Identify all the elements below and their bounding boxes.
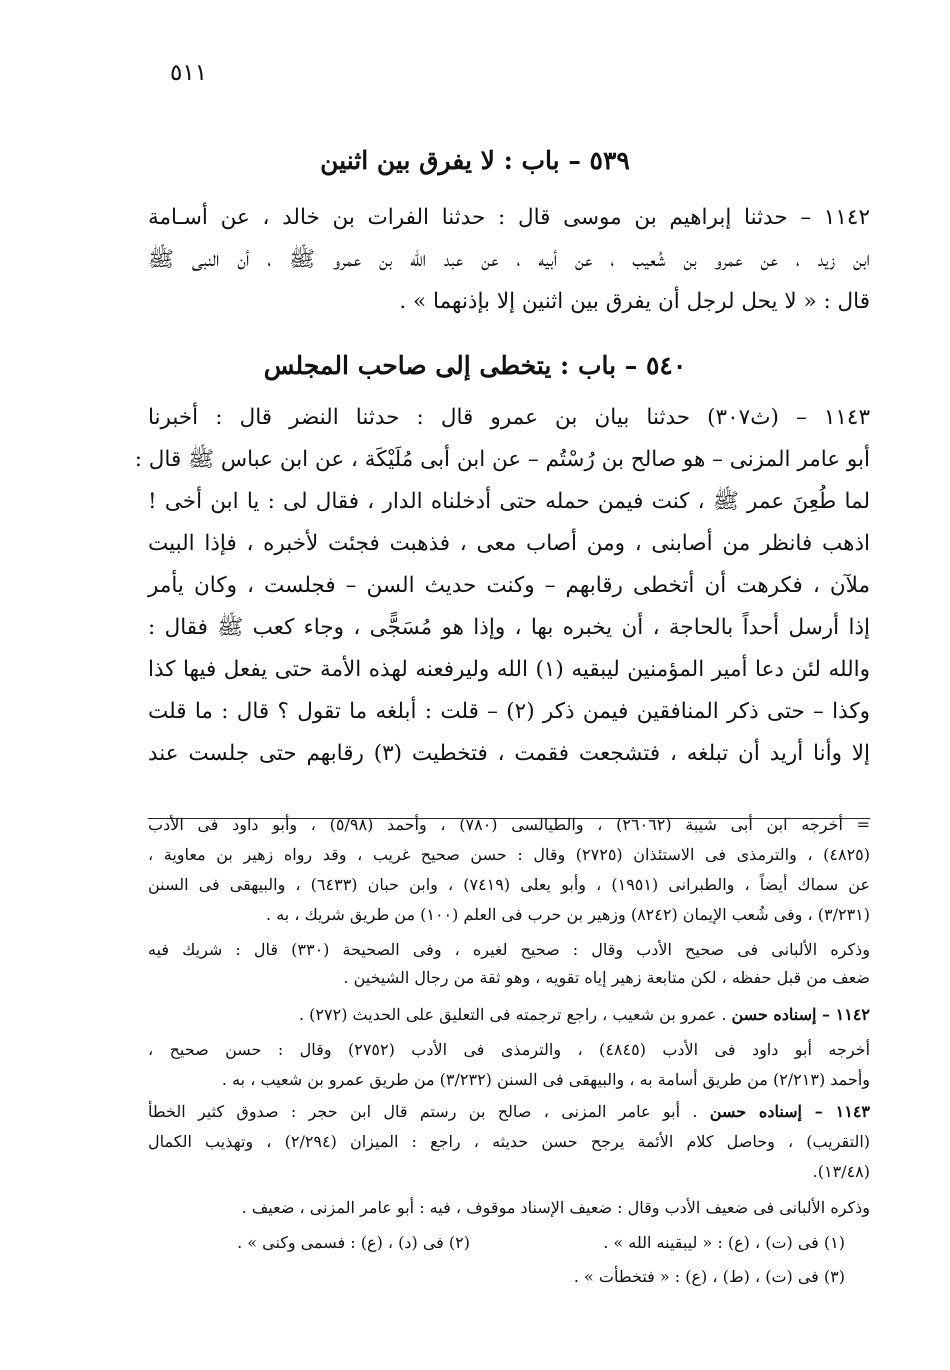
chapter-539-heading: ٥٣٩ – باب : لا يفرق بين اثنين [320,146,630,175]
footnote-1142-rest: . عمرو بن شعيب ، راجع ترجمته فى التعليق على الحديث (٢٧٢) . [299,1005,732,1024]
variant-note-1: (١) فى (ت) ، (ع) : « ليبقينه الله » . [603,1233,845,1252]
hadith-1143-line: لما طُعِنَ عمر ﷺ ، كنت فيمن حمله حتى أدخلناه الدار ، فقال لى : يا ابن أخى ! [148,489,870,514]
footnote-line: (١٣/٤٨). [812,1162,870,1181]
footnote-line: وذكره الألبانى فى ضعيف الأدب وقال : ضعيف الإسناد موقوف ، فيه : أبو عامر المزنى ، ضعيف . [241,1198,870,1217]
variant-note-2: (٢) فى (د) ، (ع) : فسمى وكنى » . [237,1233,470,1252]
footnote-line: ضعف من قبل حفظه ، لكن متابعة زهير إياه تقويه ، وهو ثقة من رجال الشيخين . [343,968,870,987]
footnote-line: (٤٨٢٥) ، والترمذى فى الاستئذان (٢٧٢٥) وقال : حسن صحيح غريب ، وقد رواه زهير بن معاوية ، [148,845,870,864]
hadith-1142-line: ١١٤٢ – حدثنا إبراهيم بن موسى قال : حدثنا الفرات بن خالد ، عن أسـامة [148,205,870,230]
footnote-1143-rest: . أبو عامر المزنى ، صالح بن رستم قال ابن حجر : صدوق كثير الخطأ [148,1102,710,1121]
footnote-line: أخرجه أبو داود فى الأدب (٤٨٤٥) ، والترمذى فى الأدب (٢٧٥٢) وقال : حسن صحيح ، [148,1040,871,1059]
hadith-1143-line: وكذا – حتى ذكر المنافقين فيمن ذكر (٢) – قلت : أبلغه ما تقول ؟ قال : ما قلت [148,699,870,724]
hadith-1143-line: ملآن ، فكرهت أن أتخطى رقابهم – وكنت حديث السن – فجلست ، وكان يأمر [148,573,870,598]
footnote-line: عن سماك أيضاً ، والطبرانى (١٩٥١) ، وأبو يعلى (٧٤١٩) ، وابن حبان (٦٤٣٣) ، والبيهقى فى السنن [148,875,871,894]
hadith-1143-line: إلا وأنا أريد أن تبلغه ، فتشجعت فقمت ، فتخطيت (٣) رقابهم حتى جلست عند [148,741,871,766]
footnote-1142-head [148,1000,870,1030]
hadith-1142-line: ابن زيد ، عن عمرو بن شُعيب ، عن أبيه ، عن عبد الله بن عمرو ﷺ ، أن النبى ﷺ [148,247,870,272]
page-number: ٥١١ [170,60,208,86]
hadith-1143-line: إذا أرسل أحداً بالحاجة ، أن يخبره بها ، وإذا هو مُسَجًّى ، وجاء كعب ﷺ فقال : [148,615,870,640]
hadith-1142-line: قال : « لا يحل لرجل أن يفرق بين اثنين إلا بإذنهما » . [399,289,870,314]
footnote-line: (التقريب) ، وحاصل كلام الأئمة يرجح حسن حديثه ، راجع : الميزان (٢/٢٩٤) ، وتهذيب الكمال [148,1132,871,1151]
footnote-1142-lead: ١١٤٢ – إسناده حسن [731,1005,870,1024]
hadith-1143-line: ١١٤٣ – (ث٣٠٧) حدثنا بيان بن عمرو قال : حدثنا النضر قال : أخبرنا [148,405,871,430]
footnote-line: (٣/٢٣١) ، وفى شُعب الإيمان (٨٢٤٢) وزهير بن حرب فى العلم (١٠٠) من طريق شريك ، به . [266,905,870,924]
chapter-540-heading: ٥٤٠ – باب : يتخطى إلى صاحب المجلس [263,351,687,380]
variant-note-3: (٣) فى (ت) ، (ط) ، (ع) : « فتخطأت » . [573,1267,845,1286]
hadith-1143-line: اذهب فانظر من أصابنى ، ومن أصاب معى ، فذهبت فجئت لأخبره ، فإذا البيت [148,531,870,556]
footnote-1143-head [148,1097,870,1127]
hadith-1143-line: والله لئن دعا أمير المؤمنين ليبقيه (١) الله وليرفعنه لهذه الأمة حتى يفعل فيها كذا [148,657,870,682]
footnote-line: وأحمد (٢/٢١٣) من طريق أسامة به ، والبيهقى فى السنن (٣/٢٣٢) من طريق عمرو بن شعيب ، به . [221,1070,870,1089]
footnote-line: وذكره الألبانى فى صحيح الأدب وقال : صحيح لغيره ، وفى الصحيحة (٣٣٠) قال : شريك فيه [148,940,870,959]
footnote-line: = أخرجه ابن أبى شيبة (٢٦٠٦٢) ، والطيالسى (٧٨٠) ، وأحمد (٥/٩٨) ، وأبو داود فى الأدب [148,815,870,834]
footnote-1143-lead: ١١٤٣ – إسناده حسن [709,1102,870,1121]
hadith-1143-line: أبو عامر المزنى – هو صالح بن رُسْتُم – عن ابن أبى مُلَيْكَة ، عن ابن عباس ﷺ قال : [134,447,870,472]
